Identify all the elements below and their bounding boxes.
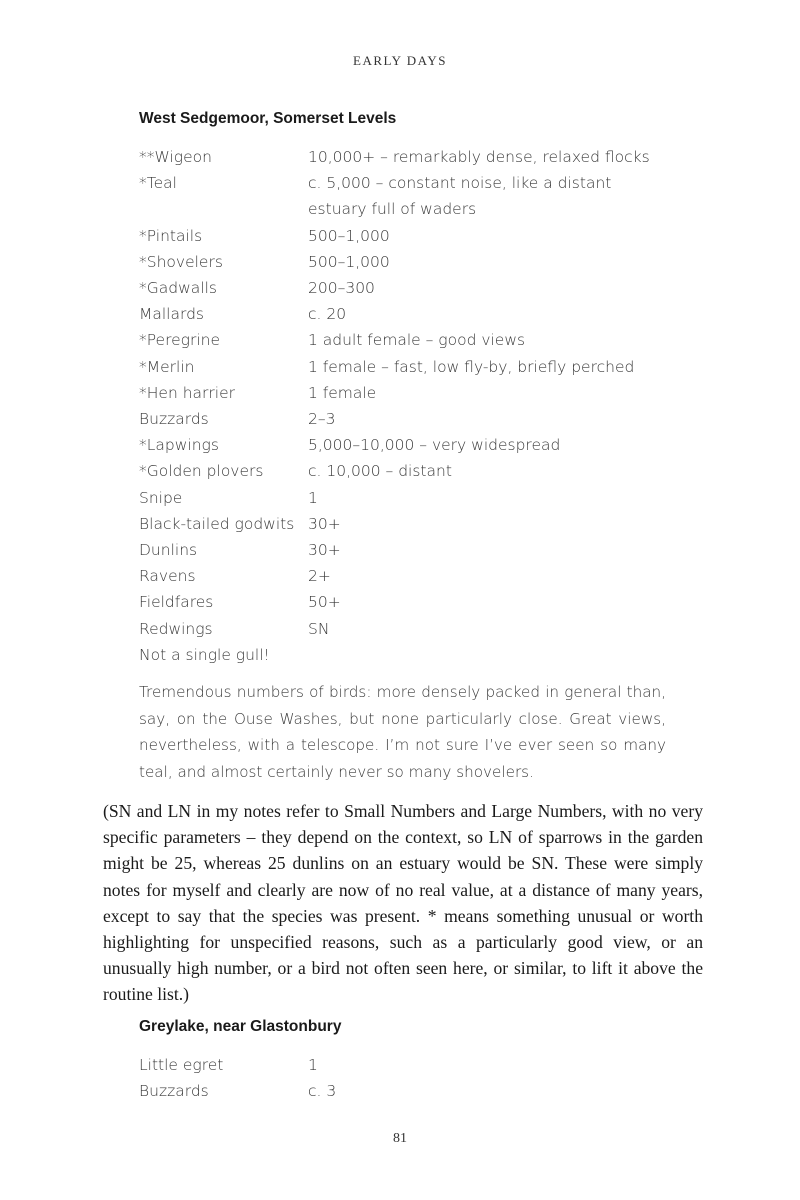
table-row [139,511,668,537]
species-name: Redwings [139,619,213,638]
species-count: 200–300 [308,279,375,298]
species-name: *Merlin [139,357,195,376]
table-row [139,406,668,432]
table-row [139,249,668,275]
table-row [139,616,668,642]
species-name: Ravens [139,567,196,586]
table-row [139,563,668,589]
species-count: SN [308,619,330,638]
species-name: Dunlins [139,541,198,560]
table-row [139,537,668,563]
species-count [308,642,668,668]
table-row [139,458,668,484]
body-paragraph: (SN and LN in my notes refer to Small Numbers and Large Numbers, with no very specific parameters – they depend on the context, so LN of sparrows in the garden might be 25, whereas 25 dunlins on an estuary would be SN. These were simply notes for myself and clearly are now of no real value, at a distance of many years, except to say that the species was present. * means something unusual or worth highlighting for unspecified reasons, such as a particularly good view, or an unusually high number, or a bird not often seen here, or similar, to lift it above the routine list.) [103,801,703,1005]
species-name: Black-tailed godwits [139,514,295,533]
species-name: *Hen harrier [139,383,235,402]
table-row [139,1078,668,1104]
table-row [139,589,668,615]
species-name: Snipe [139,488,183,507]
table-row [139,642,668,668]
species-count: 1 adult female – good views [308,331,526,350]
species-name: Not a single gull! [139,645,270,664]
species-name: Mallards [139,305,204,324]
species-count: 50+ [308,593,341,612]
species-count: 1 [308,1056,318,1074]
section-title-greylake: Greylake, near Glastonbury [139,1018,342,1035]
species-name: *Golden plovers [139,462,264,481]
table-row [139,354,668,380]
species-name: *Peregrine [139,331,220,350]
species-count: c. 20 [308,305,347,324]
table-row [139,301,668,327]
species-count: 500–1,000 [308,226,390,245]
species-count: c. 3 [308,1082,337,1101]
species-name: Little egret [139,1056,224,1074]
table-row [139,432,668,458]
species-name: Buzzards [139,1082,209,1101]
running-head: EARLY DAYS [353,53,447,68]
species-count: 2–3 [308,410,336,429]
species-name: *Gadwalls [139,279,217,298]
species-name: *Lapwings [139,436,219,455]
table-row [139,380,668,406]
species-count: c. 10,000 – distant [308,462,452,481]
table-row [139,170,668,222]
table-row [139,327,668,353]
page-number: 81 [393,1131,407,1146]
section-title-west-sedgemoor: West Sedgemoor, Somerset Levels [139,110,397,127]
bird-list-west-sedgemoor [139,144,668,668]
species-name: *Teal [139,174,177,193]
species-name: **Wigeon [139,148,212,166]
species-count: 5,000–10,000 – very widespread [308,436,561,455]
table-row [139,485,668,511]
species-count: 1 female – fast, low fly-by, briefly perched [308,357,635,376]
species-name: *Pintails [139,226,203,245]
species-count: c. 5,000 – constant noise, like a distant estuary full of waders [308,174,612,219]
species-count: 2+ [308,567,331,586]
field-note: Tremendous numbers of birds: more densely packed in general than, say, on the Ouse Washes, but none particularly close. Great views, nevertheless, with a telescope. I’m not sure I’ve ever seen so many teal, and almost certainly never so many shovelers. [139,683,666,781]
table-row [139,275,668,301]
table-row [139,144,668,170]
species-name: *Shovelers [139,252,223,271]
species-name: Fieldfares [139,593,214,612]
table-row [139,1052,668,1078]
species-name: Buzzards [139,410,209,429]
species-count: 30+ [308,514,341,533]
bird-list-greylake [139,1052,668,1104]
table-row [139,223,668,249]
species-count: 1 [308,488,318,507]
species-count: 500–1,000 [308,252,390,271]
species-count: 10,000+ – remarkably dense, relaxed flocks [308,148,650,166]
species-count: 1 female [308,383,377,402]
species-count: 30+ [308,541,341,560]
